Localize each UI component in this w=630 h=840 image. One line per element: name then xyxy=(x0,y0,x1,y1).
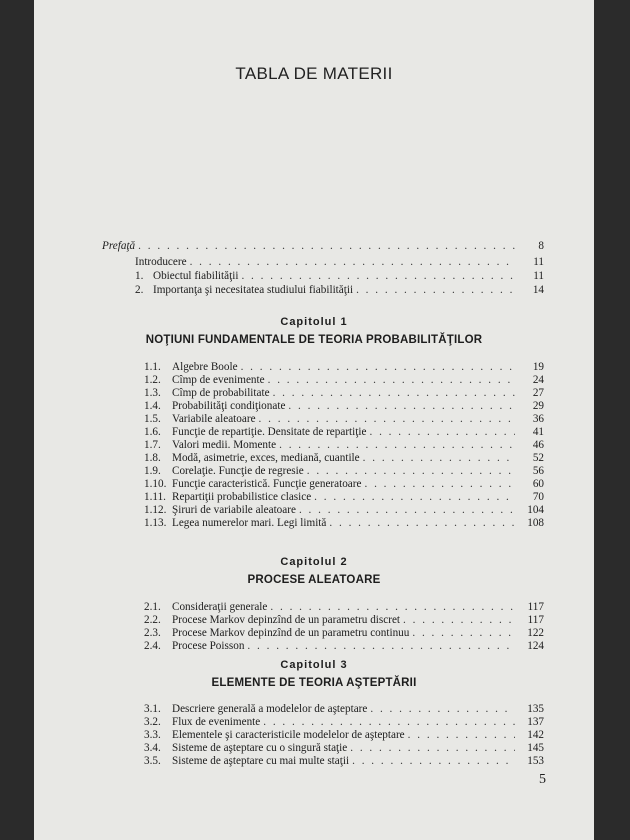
toc-entry-number: 2.4. xyxy=(144,640,161,652)
toc-entry-page: 46 xyxy=(532,439,544,451)
toc-entry-page: 11 xyxy=(533,270,544,282)
toc-entry-prefata xyxy=(102,239,544,254)
toc-entry-page: 24 xyxy=(532,374,544,386)
toc-entry-label: Sisteme de aşteptare cu mai multe staţii xyxy=(172,755,350,767)
toc-entry-number: 2.1. xyxy=(144,601,161,613)
leader-dots xyxy=(352,754,515,769)
toc-entry-page: 145 xyxy=(527,742,544,754)
toc-entry-page: 29 xyxy=(532,400,544,412)
toc-entry-introducere xyxy=(135,255,544,270)
toc-entry xyxy=(144,516,544,531)
toc-entry-label: Şiruri de variabile aleatoare xyxy=(172,504,296,516)
toc-entry-page: 135 xyxy=(527,703,544,715)
toc-entry-label: Sisteme de aşteptare cu o singură staţie xyxy=(172,742,348,754)
toc-entry-number: 1.8. xyxy=(144,452,161,464)
toc-entry-label: Repartiţii probabilistice clasice xyxy=(172,491,312,503)
toc-entry-label: Probabilităţi condiţionate xyxy=(172,400,286,412)
toc-entry-page: 19 xyxy=(532,361,544,373)
toc-entry-number: 1.2. xyxy=(144,374,161,386)
leader-dots xyxy=(247,639,515,654)
toc-entry-page: 117 xyxy=(527,601,544,613)
leader-dots xyxy=(241,269,515,284)
book-page xyxy=(34,0,594,840)
toc-entry-page: 104 xyxy=(527,504,544,516)
toc-entry-page: 122 xyxy=(527,627,544,639)
toc-entry-label: Corelaţie. Funcţie de regresie xyxy=(172,465,304,477)
toc-entry-page: 41 xyxy=(532,426,544,438)
toc-entry-label: Descriere generală a modelelor de aşteptare xyxy=(172,703,368,715)
toc-entry-number: 1.12. xyxy=(144,504,167,516)
page-title: TABLA DE MATERII xyxy=(235,64,393,83)
toc-entry-page: 52 xyxy=(532,452,544,464)
toc-entry-label: Modă, asimetrie, exces, mediană, cuantile xyxy=(172,452,360,464)
toc-entry-label: Procese Markov depinzînd de un parametru continuu xyxy=(172,627,410,639)
toc-entry-label: Consideraţii generale xyxy=(172,601,268,613)
toc-entry-label: Obiectul fiabilităţii xyxy=(153,270,239,282)
toc-entry-page: 11 xyxy=(533,256,544,268)
toc-entry xyxy=(144,639,544,654)
chapter-title: PROCESE ALEATOARE xyxy=(247,574,381,586)
toc-entry-number: 1.5. xyxy=(144,413,161,425)
toc-entry-number: 1.7. xyxy=(144,439,161,451)
toc-entry-number: 3.1. xyxy=(144,703,161,715)
toc-entry-label: Introducere xyxy=(135,256,187,268)
toc-entry-label: Funcţie caracteristică. Funcţie generatoare xyxy=(172,478,362,490)
toc-entry-number: 1.9. xyxy=(144,465,161,477)
toc-entry-label: Algebre Boole xyxy=(172,361,238,373)
toc-entry-label: Procese Poisson xyxy=(172,640,245,652)
toc-entry-number: 1.4. xyxy=(144,400,161,412)
toc-entry-page: 27 xyxy=(532,387,544,399)
leader-dots xyxy=(329,516,515,531)
toc-entry-number: 2. xyxy=(135,284,144,296)
toc-entry-number: 1.10. xyxy=(144,478,167,490)
toc-entry-number: 2.3. xyxy=(144,627,161,639)
chapter-title: NOŢIUNI FUNDAMENTALE DE TEORIA PROBABILITĂŢILOR xyxy=(145,334,483,346)
toc-entry-number: 3.5. xyxy=(144,755,161,767)
toc-entry-label: Legea numerelor mari. Legi limită xyxy=(172,517,327,529)
toc-entry-number: 3.3. xyxy=(144,729,161,741)
toc-entry-label: Funcţie de repartiţie. Densitate de repartiţie xyxy=(172,426,367,438)
toc-entry-page: 124 xyxy=(527,640,544,652)
toc-entry-page: 8 xyxy=(538,240,544,252)
toc-entry-page: 137 xyxy=(527,716,544,728)
chapter-label: Capitolul 1 xyxy=(280,316,348,328)
page-number: 5 xyxy=(539,772,546,787)
toc-entry-page: 56 xyxy=(532,465,544,477)
toc-entry-number: 1. xyxy=(135,270,144,282)
toc-entry-label: Flux de evenimente xyxy=(172,716,261,728)
toc-entry-number: 2.2. xyxy=(144,614,161,626)
chapter-title: ELEMENTE DE TEORIA AŞTEPTĂRII xyxy=(211,677,417,689)
leader-dots xyxy=(190,255,515,270)
toc-entry-number: 1.13. xyxy=(144,517,167,529)
toc-entry-page: 153 xyxy=(527,755,544,767)
chapter-label: Capitolul 2 xyxy=(280,556,348,568)
toc-entry-page: 36 xyxy=(532,413,544,425)
toc-entry xyxy=(144,754,544,769)
toc-entry-label: Prefaţă xyxy=(102,240,136,252)
toc-entry-number: 1.6. xyxy=(144,426,161,438)
chapter-label: Capitolul 3 xyxy=(280,659,348,671)
toc-entry-label: Valori medii. Momente xyxy=(172,439,277,451)
toc-entry-page: 142 xyxy=(527,729,544,741)
leader-dots xyxy=(138,239,515,254)
toc-entry xyxy=(135,269,544,284)
toc-entry-label: Cîmp de probabilitate xyxy=(172,387,270,399)
toc-entry-number: 1.1. xyxy=(144,361,161,373)
toc-entry-page: 60 xyxy=(532,478,544,490)
toc-entry-number: 3.4. xyxy=(144,742,161,754)
toc-entry-page: 70 xyxy=(532,491,544,503)
toc-entry-number: 1.3. xyxy=(144,387,161,399)
toc-entry-page: 117 xyxy=(527,614,544,626)
leader-dots xyxy=(356,283,515,298)
toc-entry-page: 14 xyxy=(532,284,544,296)
toc-entry-label: Variabile aleatoare xyxy=(172,413,256,425)
toc-entry-number: 1.11. xyxy=(144,491,166,503)
toc-entry-label: Elementele şi caracteristicile modelelor de aşteptare xyxy=(172,729,405,741)
toc-entry-label: Cîmp de evenimente xyxy=(172,374,265,386)
toc-entry-label: Procese Markov depinzînd de un parametru discret xyxy=(172,614,401,626)
toc-entry-number: 3.2. xyxy=(144,716,161,728)
toc-entry-label: Importanţa şi necesitatea studiului fiabilităţii xyxy=(153,284,354,296)
toc-entry-page: 108 xyxy=(527,517,544,529)
toc-entry xyxy=(135,283,544,298)
